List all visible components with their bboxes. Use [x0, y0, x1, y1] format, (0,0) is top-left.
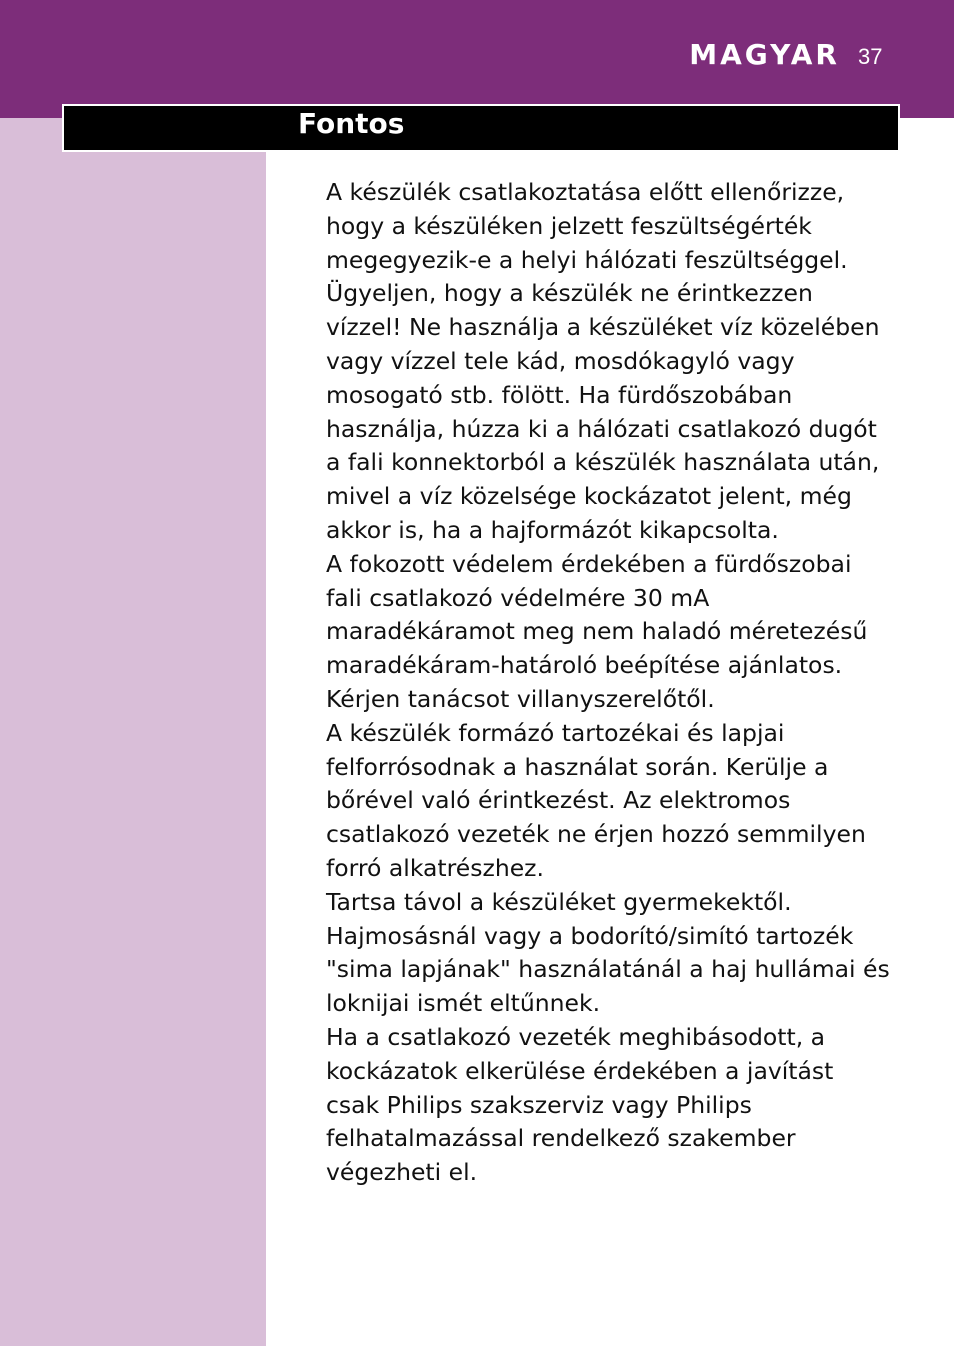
- section-title: Fontos: [298, 107, 405, 140]
- paragraph-hot-parts: A készülék formázó tartozékai és lapjai felforrósodnak a használat során. Kerülje a bőrével való érintkezést. Az elektromos csatlakozó vezeték ne érjen hozzó semmilyen forró alkatrészhez.: [326, 718, 866, 882]
- body-text: [326, 176, 906, 1190]
- language-label: MAGYAR: [689, 38, 840, 71]
- section-header-bar: [62, 104, 900, 152]
- page-number: 37: [858, 44, 883, 69]
- paragraph-rcd-protection: A fokozott védelem érdekében a fürdőszobai fali csatlakozó védelmére 30 mA maradékáramot meg nem haladó méretezésű maradékáram-határoló beépítése ajánlatos. Kérjen tanácsot villanyszerelőtől.: [326, 549, 868, 713]
- paragraph-voltage-check: A készülék csatlakoztatása előtt ellenőrizze, hogy a készüléken jelzett feszültségérték megegyezik-e a helyi hálózati feszültséggel.: [326, 178, 848, 274]
- paragraph-water-warning: Ügyeljen, hogy a készülék ne érintkezzen vízzel! Ne használja a készüléket víz közelében vagy vízzel tele kád, mosdókagyló vagy mosogató stb. fölött. Ha fürdőszobában használja, húzza ki a hálózati csatlakozó dugót a fali konnektorból a készülék használata után, mivel a víz közelsége kockázatot jelent, még akkor is, ha a hajformázót kikapcsolta.: [326, 279, 880, 544]
- paragraph-children: Tartsa távol a készüléket gyermekektől.: [326, 887, 792, 916]
- paragraph-hair-waves: Hajmosásnál vagy a bodorító/simító tartozék "sima lapjának" használatánál a haj hullámai és loknijai ismét eltűnnek.: [326, 921, 890, 1018]
- sidebar-panel: [0, 118, 266, 1346]
- paragraph-damaged-cord: Ha a csatlakozó vezeték meghibásodott, a kockázatok elkerülése érdekében a javítást csak Philips szakszerviz vagy Philips felhatalmazással rendelkező szakember végezheti el.: [326, 1022, 834, 1187]
